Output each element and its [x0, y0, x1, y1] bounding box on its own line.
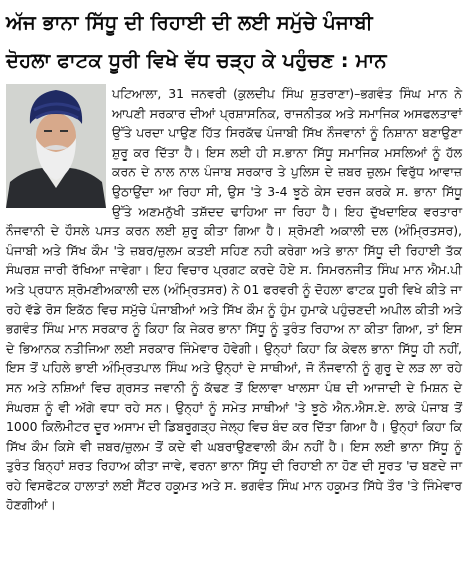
- dateline: ਪਟਿਆਲਾ, 31 ਜਨਵਰੀ (ਕੁਲਦੀਪ ਸਿੰਘ ਸ਼ੁਤਰਾਣਾ): [112, 86, 355, 101]
- article-body: [6, 84, 462, 515]
- portrait-illustration: [6, 84, 106, 208]
- article-text: –ਭਗਵੰਤ ਸਿੰਘ ਮਾਨ ਨੇ ਆਪਣੀ ਸਰਕਾਰ ਦੀਆਂ ਪ੍ਰਸ਼ਾਸਨਿਕ, ਰਾਜਨੀਤਕ ਅਤੇ ਸਮਾਜਿਕ ਅਸਫਲਤਾਵਾਂ ਉੱਤੇ ਪਰਦਾ ਪਾਉਣ ਹਿੱਤ ਸਿਰਕੱਢ ਪੰਜਾਬੀ ਸਿੱਖ ਨੌਜਵਾਨਾਂ ਨੂੰ ਨਿਸ਼ਾਨਾ ਬਣਾਉਣਾ ਸ਼ੁਰੂ ਕਰ ਦਿੱਤਾ ਹੈ। ਇਸ ਲਈ ਹੀ ਸ.ਭਾਨਾ ਸਿੱਧੂ ਸਮਾਜਿਕ ਮਸਲਿਆਂ ਨੂੰ ਹੱਲ ਕਰਨ ਦੇ ਨਾਲ ਨਾਲ ਪੰਜਾਬ ਸਰਕਾਰ ਤੇ ਪੁਲਿਸ ਦੇ ਜ਼ਬਰ ਜ਼ੁਲਮ ਵਿਰੁੱਧ ਆਵਾਜ਼ ਉਠਾਉਂਦਾ ਆ ਰਿਹਾ ਸੀ, ਉਸ 'ਤੇ 3-4 ਝੂਠੇ ਕੇਸ ਦਰਜ ਕਰਕੇ ਸ. ਭਾਨਾ ਸਿੱਧੂ ਉੱਤੇ ਅਣਮਨੁੱਖੀ ਤਸ਼ੱਦਦ ਢਾਹਿਆ ਜਾ ਰਿਹਾ ਹੈ। ਇਹ ਦੁੱਖਦਾਇਕ ਵਰਤਾਰਾ ਨੌਜਵਾਨੀ ਦੇ ਹੌਸਲੇ ਪਸਤ ਕਰਨ ਲਈ ਸ਼ੁਰੂ ਕੀਤਾ ਗਿਆ ਹੈ। ਸ਼੍ਰੋਮਣੀ ਅਕਾਲੀ ਦਲ (ਅੰਮ੍ਰਿਤਸਰ), ਪੰਜਾਬੀ ਅਤੇ ਸਿੱਖ ਕੌਮ 'ਤੇ ਜ਼ਬਰ/ਜ਼ੁਲਮ ਕਤਈ ਸਹਿਣ ਨਹੀ ਕਰੇਗਾ ਅਤੇ ਭਾਨਾ ਸਿੱਧੂ ਦੀ ਰਿਹਾਈ ਤੱਕ ਸੰਘਰਸ਼ ਜਾਰੀ ਰੱਖਿਆ ਜਾਵੇਗਾ। ਇਹ ਵਿਚਾਰ ਪ੍ਰਗਟ ਕਰਦੇ ਹੋਏ ਸ. ਸਿਮਰਨਜੀਤ ਸਿੰਘ ਮਾਨ ਐਮ.ਪੀ ਅਤੇ ਪ੍ਰਧਾਨ ਸ਼੍ਰੋਮਣੀਅਕਾਲੀ ਦਲ (ਅੰਮ੍ਰਿਤਸਰ) ਨੇ 01 ਫਰਵਰੀ ਨੂੰ ਦੋਹਲਾ ਫਾਟਕ ਧੂਰੀ ਵਿਖੇ ਕੀਤੇ ਜਾ ਰਹੇ ਵੱਡੇ ਰੋਸ ਇਕੱਠ ਵਿਚ ਸਮੁੱਚੇ ਪੰਜਾਬੀਆਂ ਅਤੇ ਸਿੱਖ ਕੌਮ ਨੂੰ ਹੁੰਮ ਹੁਮਾਕੇ ਪਹੁੰਚਣਦੀ ਅਪੀਲ ਕੀਤੀ ਅਤੇ ਭਗਵੰਤ ਸਿੰਘ ਮਾਨ ਸਰਕਾਰ ਨੂੰ ਕਿਹਾ ਕਿ ਜੇਕਰ ਭਾਨਾ ਸਿੱਧੂ ਨੂੰ ਤੁਰੰਤ ਰਿਹਾਅ ਨਾ ਕੀਤਾ ਗਿਆ, ਤਾਂ ਇਸ ਦੇ ਭਿਆਨਕ ਨਤੀਜਿਆ ਲਈ ਸਰਕਾਰ ਜਿੰਮੇਵਾਰ ਹੋਵੇਗੀ। ਉਨ੍ਹਾਂ ਕਿਹਾ ਕਿ ਕੇਵਲ ਭਾਨਾ ਸਿੱਧੂ ਹੀ ਨਹੀਂ, ਇਸ ਤੋਂ ਪਹਿਲੇ ਭਾਈ ਅੰਮ੍ਰਿਤਪਾਲ ਸਿੰਘ ਅਤੇ ਉਨ੍ਹਾਂ ਦੇ ਸਾਥੀਆਂ, ਜੋ ਨੌਜਵਾਨੀ ਨੂੰ ਗੁਰੂ ਦੇ ਲੜ ਲਾ ਰਹੇ ਸਨ ਅਤੇ ਨਸ਼ਿਆਂ ਵਿਚ ਗ੍ਰਸਤ ਜਵਾਨੀ ਨੂੰ ਕੱਢਣ ਤੋਂ ਇਲਾਵਾ ਖਾਲਸਾ ਪੰਥ ਦੀ ਆਜਾਦੀ ਦੇ ਮਿਸ਼ਨ ਦੇ ਸੰਘਰਸ਼ ਨੂੰ ਵੀ ਅੱਗੇ ਵਧਾ ਰਹੇ ਸਨ। ਉਨ੍ਹਾਂ ਨੂੰ ਸਮੇਤ ਸਾਥੀਆਂ 'ਤੇ ਝੂਠੇ ਐਨ.ਐਸ.ਏ. ਲਾਕੇ ਪੰਜਾਬ ਤੋਂ 1000 ਕਿਲੋਮੀਟਰ ਦੂਰ ਅਸਾਮ ਦੀ ਡਿਬਰੂਗੜ੍ਹ ਜੇਲ੍ਹ ਵਿਚ ਬੰਦ ਕਰ ਦਿੱਤਾ ਗਿਆ ਹੈ। ਉਨ੍ਹਾਂ ਕਿਹਾ ਕਿ ਸਿੱਖ ਕੌਮ ਕਿਸੇ ਵੀ ਜ਼ਬਰ/ਜ਼ੁਲਮ ਤੋਂ ਕਦੇ ਵੀ ਘਬਰਾਉਣਵਾਲੀ ਕੌਮ ਨਹੀਂ ਹੈ। ਇਸ ਲਈ ਭਾਨਾ ਸਿੱਧੂ ਨੂੰ ਤੁਰੰਤ ਬਿਨ੍ਹਾਂ ਸ਼ਰਤ ਰਿਹਾਅ ਕੀਤਾ ਜਾਵੇ, ਵਰਨਾ ਭਾਨਾ ਸਿੱਧੂ ਦੀ ਰਿਹਾਈ ਨਾ ਹੋਣ ਦੀ ਸੂਰਤ 'ਚ ਬਣਦੇ ਜਾ ਰਹੇ ਵਿਸਫੋਟਕ ਹਾਲਾਤਾਂ ਲਈ ਸੈਂਟਰ ਹਕੂਮਤ ਅਤੇ ਸ. ਭਗਵੰਤ ਸਿੰਘ ਮਾਨ ਹਕੂਮਤ ਸਿੱਧੇ ਤੌਰ 'ਤੇ ਜਿੰਮੇਵਾਰ ਹੋਣਗੀਆਂ।: [6, 86, 462, 513]
- headline-line-1: ਅੱਜ ਭਾਨਾ ਸਿੱਧੂ ਦੀ ਰਿਹਾਈ ਦੀ ਲਈ ਸਮੁੱਚੇ ਪੰਜਾਬੀ: [6, 11, 373, 34]
- portrait-photo: [6, 84, 106, 208]
- headline-line-2: ਦੋਹਲਾ ਫਾਟਕ ਧੂਰੀ ਵਿਖੇ ਵੱਧ ਚੜ੍ਹ ਕੇ ਪਹੁੰਚਣ : ਮਾਨ: [6, 49, 387, 72]
